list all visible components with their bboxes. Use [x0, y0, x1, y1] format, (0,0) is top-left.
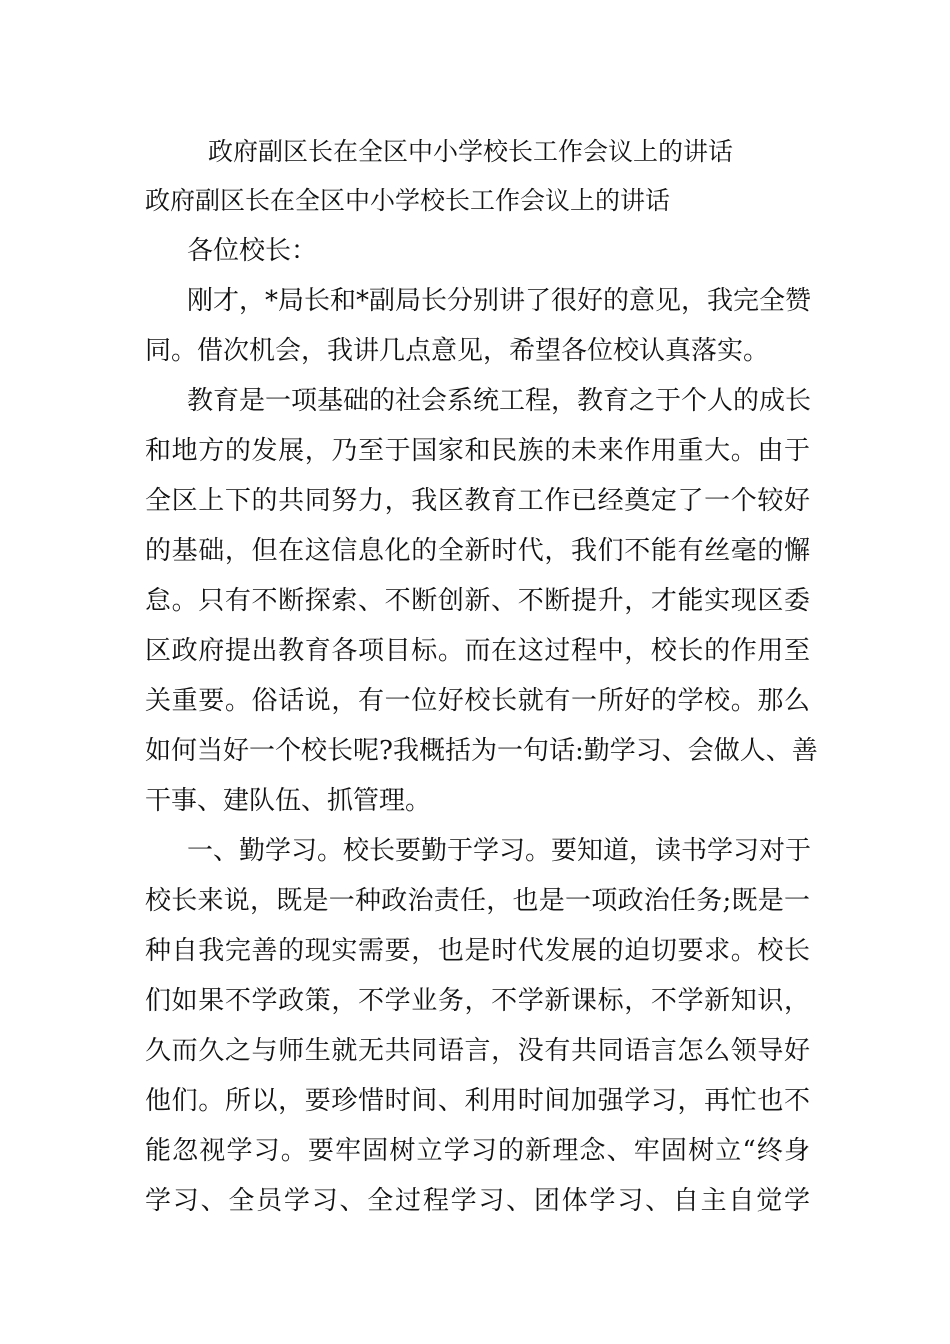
paragraph-line: 能忽视学习。要牢固树立学习的新理念、牢固树立“终身: [145, 1136, 810, 1166]
paragraph-line: 如何当好一个校长呢?我概括为一句话:勤学习、会做人、善: [145, 736, 818, 766]
salutation: 各位校长：: [187, 236, 318, 266]
paragraph-line: 校长来说，既是一种政治责任，也是一项政治任务;既是一: [145, 886, 810, 916]
paragraph-line: 关重要。俗话说，有一位好校长就有一所好的学校。那么: [145, 686, 810, 716]
paragraph-line: 久而久之与师生就无共同语言，没有共同语言怎么领导好: [145, 1036, 810, 1066]
paragraph-line: 种自我完善的现实需要，也是时代发展的迫切要求。校长: [145, 936, 810, 966]
paragraph-line: 的基础，但在这信息化的全新时代，我们不能有丝毫的懈: [145, 536, 810, 566]
paragraph-line: 刚才，*局长和*副局长分别讲了很好的意见，我完全赞: [187, 286, 812, 316]
paragraph-line: 和地方的发展，乃至于国家和民族的未来作用重大。由于: [145, 436, 810, 466]
paragraph-line: 干事、建队伍、抓管理。: [145, 786, 432, 816]
document-subtitle: 政府副区长在全区中小学校长工作会议上的讲话: [145, 186, 671, 215]
paragraph-line: 们如果不学政策，不学业务，不学新课标，不学新知识，: [145, 986, 810, 1016]
paragraph-line: 同。借次机会，我讲几点意见，希望各位校认真落实。: [145, 336, 770, 366]
paragraph-line: 教育是一项基础的社会系统工程，教育之于个人的成长: [187, 386, 812, 416]
paragraph-line: 他们。所以，要珍惜时间、利用时间加强学习，再忙也不: [145, 1086, 810, 1116]
paragraph-line: 怠。只有不断探索、不断创新、不断提升，才能实现区委: [145, 586, 810, 616]
paragraph-line: 区政府提出教育各项目标。而在这过程中，校长的作用至: [145, 636, 810, 666]
paragraph-line: 一、勤学习。校长要勤于学习。要知道，读书学习对于: [187, 836, 812, 866]
document-title: 政府副区长在全区中小学校长工作会议上的讲话: [208, 137, 734, 166]
paragraph-line: 学习、全员学习、全过程学习、团体学习、自主自觉学: [145, 1186, 810, 1216]
paragraph-line: 全区上下的共同努力，我区教育工作已经奠定了一个较好: [145, 486, 810, 516]
